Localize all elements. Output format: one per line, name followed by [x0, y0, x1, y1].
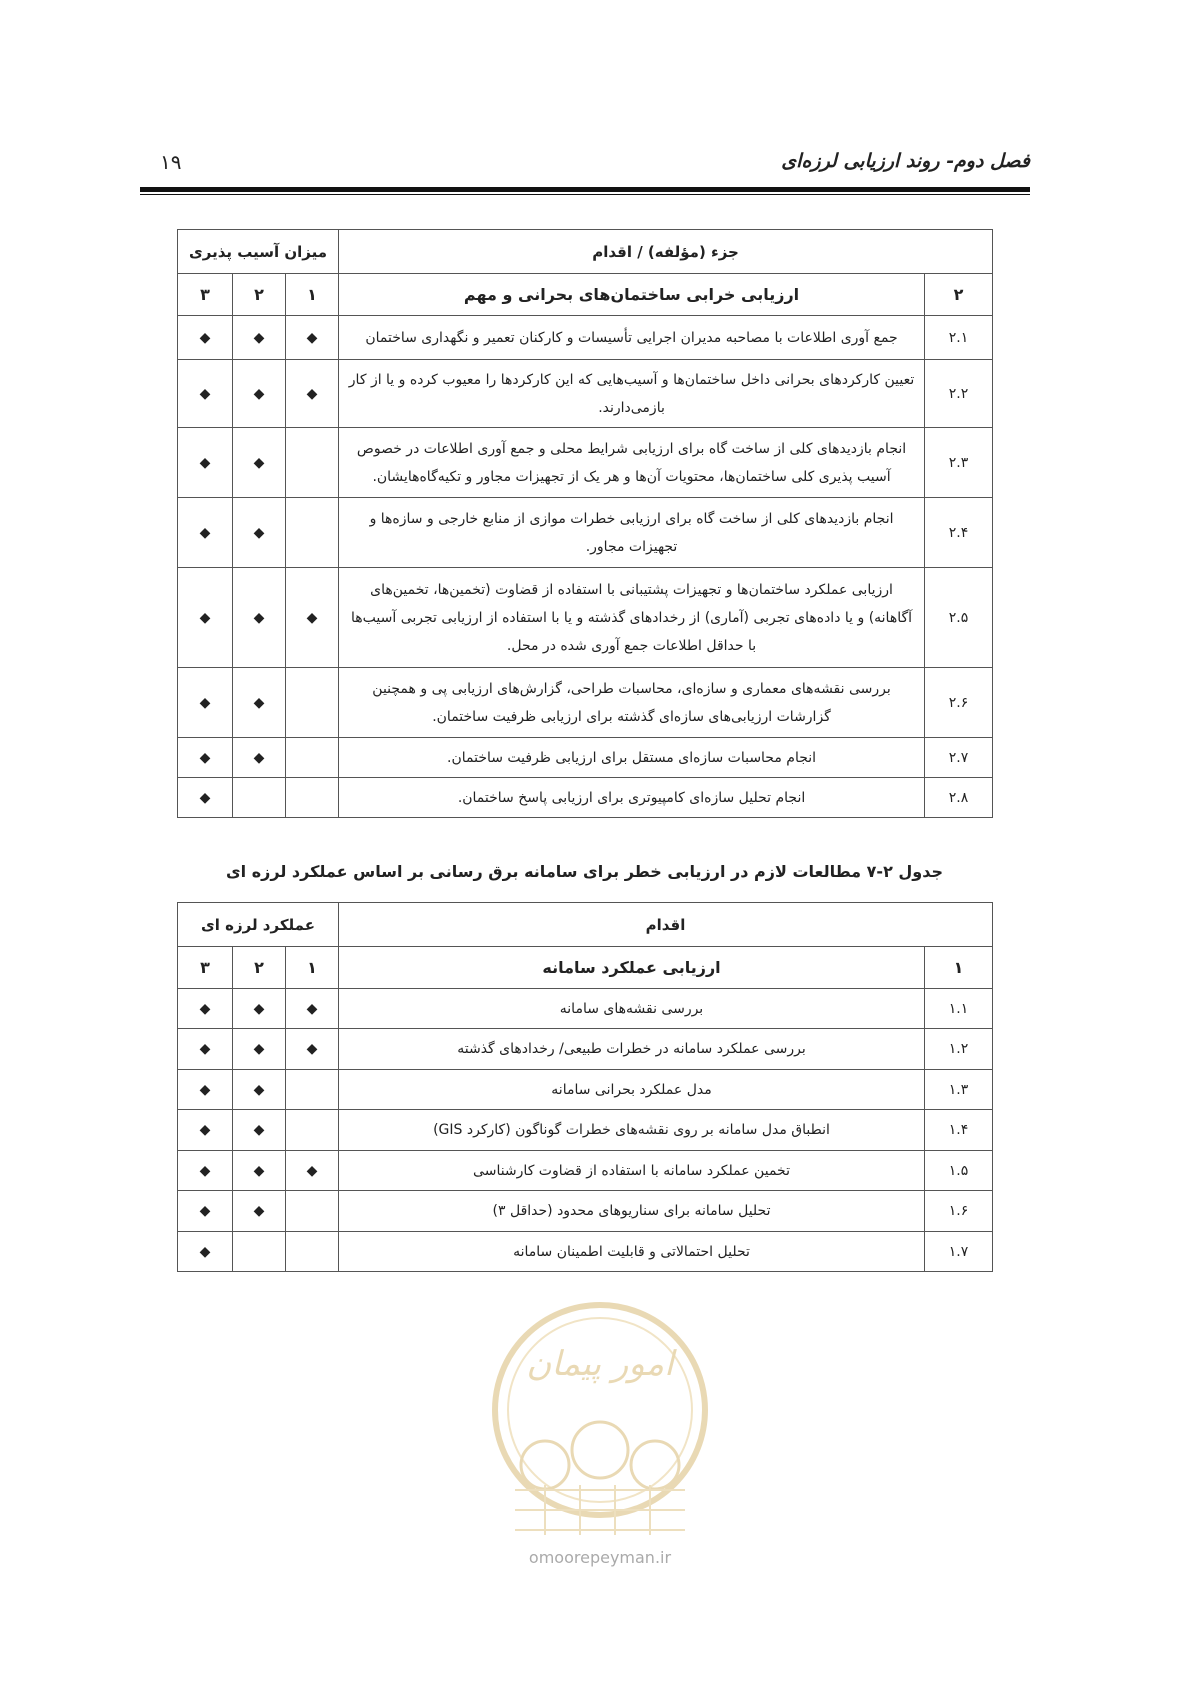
level-2-mark: ◆	[233, 1191, 286, 1232]
level-2-mark: ◆	[233, 360, 286, 428]
row-text: تعیین کارکردهای بحرانی داخل ساختمان‌ها و آسیب‌هایی که این کارکردها را معیوب کرده و یا از کار بازمی‌دارند.	[339, 360, 925, 428]
level-3-mark: ◆	[178, 1070, 233, 1110]
level-1-mark	[286, 778, 339, 818]
level-3-mark: ◆	[178, 498, 233, 568]
section-number: ۲	[925, 274, 993, 316]
level-2-mark: ◆	[233, 1029, 286, 1070]
row-text: انجام بازدیدهای کلی از ساخت گاه برای ارزیابی خطرات موازی از منابع خارجی و سازه‌ها و تجهیزات مجاور.	[339, 498, 925, 568]
row-text: انجام محاسبات سازه‌ای مستقل برای ارزیابی ظرفیت ساختمان.	[339, 738, 925, 778]
table-caption: جدول ۲-۷ مطالعات لازم در ارزیابی خطر برای سامانه برق رسانی بر اساس عملکرد لرزه ای	[226, 862, 943, 881]
level-3-mark: ◆	[178, 1232, 233, 1272]
row-text: تخمین عملکرد سامانه با استفاده از قضاوت کارشناسی	[339, 1151, 925, 1191]
level-2-mark: ◆	[233, 316, 286, 360]
level-1-mark: ◆	[286, 989, 339, 1029]
level-2-mark: ◆	[233, 1070, 286, 1110]
level-2-mark: ◆	[233, 668, 286, 738]
row-number: ۲.۱	[925, 316, 993, 360]
header-rule-thick	[140, 187, 1030, 192]
row-text: بررسی نقشه‌های معماری و سازه‌ای، محاسبات طراحی، گزارش‌های ارزیابی پی و همچنین گزارشات ارزیابی‌های سازه‌ای گذشته برای ارزیابی ظرفیت ساختمان.	[339, 668, 925, 738]
table-row	[178, 1070, 993, 1110]
level-1-mark	[286, 1070, 339, 1110]
level-col-1: ۱	[286, 947, 339, 989]
row-text: تحلیل احتمالاتی و قابلیت اطمینان سامانه	[339, 1232, 925, 1272]
page-number: ۱۹	[160, 150, 182, 174]
page-header	[140, 150, 1030, 190]
level-1-mark	[286, 668, 339, 738]
level-1-mark: ◆	[286, 360, 339, 428]
level-1-mark: ◆	[286, 1029, 339, 1070]
watermark-logo	[485, 1290, 715, 1570]
level-3-mark: ◆	[178, 778, 233, 818]
level-col-3: ۳	[178, 274, 233, 316]
row-text: انجام تحلیل سازه‌ای کامپیوتری برای ارزیابی پاسخ ساختمان.	[339, 778, 925, 818]
row-text: مدل عملکرد بحرانی سامانه	[339, 1070, 925, 1110]
row-text: بررسی نقشه‌های سامانه	[339, 989, 925, 1029]
header-level: میزان آسیب پذیری	[178, 230, 339, 274]
seismic-performance-table	[177, 902, 993, 1272]
row-number: ۲.۳	[925, 428, 993, 498]
level-2-mark: ◆	[233, 498, 286, 568]
row-number: ۲.۶	[925, 668, 993, 738]
table-row	[178, 668, 993, 738]
row-number: ۱.۱	[925, 989, 993, 1029]
table-row	[178, 778, 993, 818]
level-3-mark: ◆	[178, 568, 233, 668]
table-row	[178, 498, 993, 568]
table-row	[178, 989, 993, 1029]
level-1-mark	[286, 1110, 339, 1151]
row-number: ۱.۵	[925, 1151, 993, 1191]
row-number: ۲.۲	[925, 360, 993, 428]
level-1-mark	[286, 1232, 339, 1272]
watermark-logo-text: امور پیمان	[526, 1344, 674, 1384]
table-row	[178, 1110, 993, 1151]
row-number: ۱.۷	[925, 1232, 993, 1272]
level-3-mark: ◆	[178, 316, 233, 360]
watermark-url: omoorepeyman.ir	[528, 1548, 672, 1567]
table-row	[178, 1232, 993, 1272]
row-number: ۱.۶	[925, 1191, 993, 1232]
level-2-mark: ◆	[233, 989, 286, 1029]
row-number: ۲.۴	[925, 498, 993, 568]
header-level: عملکرد لرزه ای	[178, 903, 339, 947]
level-col-2: ۲	[233, 947, 286, 989]
table-row	[178, 1029, 993, 1070]
row-text: ارزیابی عملکرد ساختمان‌ها و تجهیزات پشتیبانی با استفاده از قضاوت (تخمین‌ها، تخمین‌های آگاهانه) و یا داده‌های تجربی (آماری) از رخدادهای گذشته و یا با استفاده از ارزیابی تجربی آسیب‌ها با حداقل اطلاعات جمع آوری شده در محل.	[339, 568, 925, 668]
level-1-mark: ◆	[286, 316, 339, 360]
level-1-mark	[286, 738, 339, 778]
section-title: ارزیابی عملکرد سامانه	[339, 947, 925, 989]
level-2-mark	[233, 778, 286, 818]
row-number: ۲.۵	[925, 568, 993, 668]
row-text: انجام بازدیدهای کلی از ساخت گاه برای ارزیابی شرایط محلی و جمع آوری اطلاعات در خصوص آسیب پذیری کلی ساختمان‌ها، محتویات آن‌ها و هر یک از تجهیزات مجاور و تکیه‌گاه‌هایشان.	[339, 428, 925, 498]
level-3-mark: ◆	[178, 989, 233, 1029]
level-3-mark: ◆	[178, 1151, 233, 1191]
level-3-mark: ◆	[178, 668, 233, 738]
row-text: جمع آوری اطلاعات با مصاحبه مدیران اجرایی تأسیسات و کارکنان تعمیر و نگهداری ساختمان	[339, 316, 925, 360]
level-3-mark: ◆	[178, 738, 233, 778]
level-3-mark: ◆	[178, 1029, 233, 1070]
section-title: ارزیابی خرابی ساختمان‌های بحرانی و مهم	[339, 274, 925, 316]
row-number: ۲.۸	[925, 778, 993, 818]
level-2-mark: ◆	[233, 738, 286, 778]
table-row	[178, 316, 993, 360]
row-text: بررسی عملکرد سامانه در خطرات طبیعی/ رخدادهای گذشته	[339, 1029, 925, 1070]
row-text: تحلیل سامانه برای سناریوهای محدود (حداقل ۳)	[339, 1191, 925, 1232]
level-col-3: ۳	[178, 947, 233, 989]
table-row	[178, 1151, 993, 1191]
header-action: اقدام	[339, 903, 993, 947]
row-number: ۱.۲	[925, 1029, 993, 1070]
level-col-1: ۱	[286, 274, 339, 316]
row-number: ۱.۳	[925, 1070, 993, 1110]
level-3-mark: ◆	[178, 1191, 233, 1232]
level-3-mark: ◆	[178, 1110, 233, 1151]
table-row	[178, 360, 993, 428]
level-1-mark	[286, 428, 339, 498]
vulnerability-table	[177, 229, 993, 818]
level-3-mark: ◆	[178, 360, 233, 428]
row-text: انطباق مدل سامانه بر روی نقشه‌های خطرات گوناگون (کارکرد GIS)	[339, 1110, 925, 1151]
level-col-2: ۲	[233, 274, 286, 316]
table-row	[178, 428, 993, 498]
chapter-title: فصل دوم- روند ارزیابی لرزه‌ای	[781, 150, 1030, 172]
table-row	[178, 738, 993, 778]
table-row	[178, 1191, 993, 1232]
level-2-mark	[233, 1232, 286, 1272]
header-action: جزء (مؤلفه) / اقدام	[339, 230, 993, 274]
level-1-mark: ◆	[286, 1151, 339, 1191]
level-1-mark: ◆	[286, 568, 339, 668]
level-3-mark: ◆	[178, 428, 233, 498]
level-1-mark	[286, 1191, 339, 1232]
level-2-mark: ◆	[233, 428, 286, 498]
row-number: ۱.۴	[925, 1110, 993, 1151]
section-number: ۱	[925, 947, 993, 989]
level-2-mark: ◆	[233, 568, 286, 668]
level-1-mark	[286, 498, 339, 568]
level-2-mark: ◆	[233, 1110, 286, 1151]
header-rule-thin	[140, 194, 1030, 195]
row-number: ۲.۷	[925, 738, 993, 778]
table-row	[178, 568, 993, 668]
level-2-mark: ◆	[233, 1151, 286, 1191]
